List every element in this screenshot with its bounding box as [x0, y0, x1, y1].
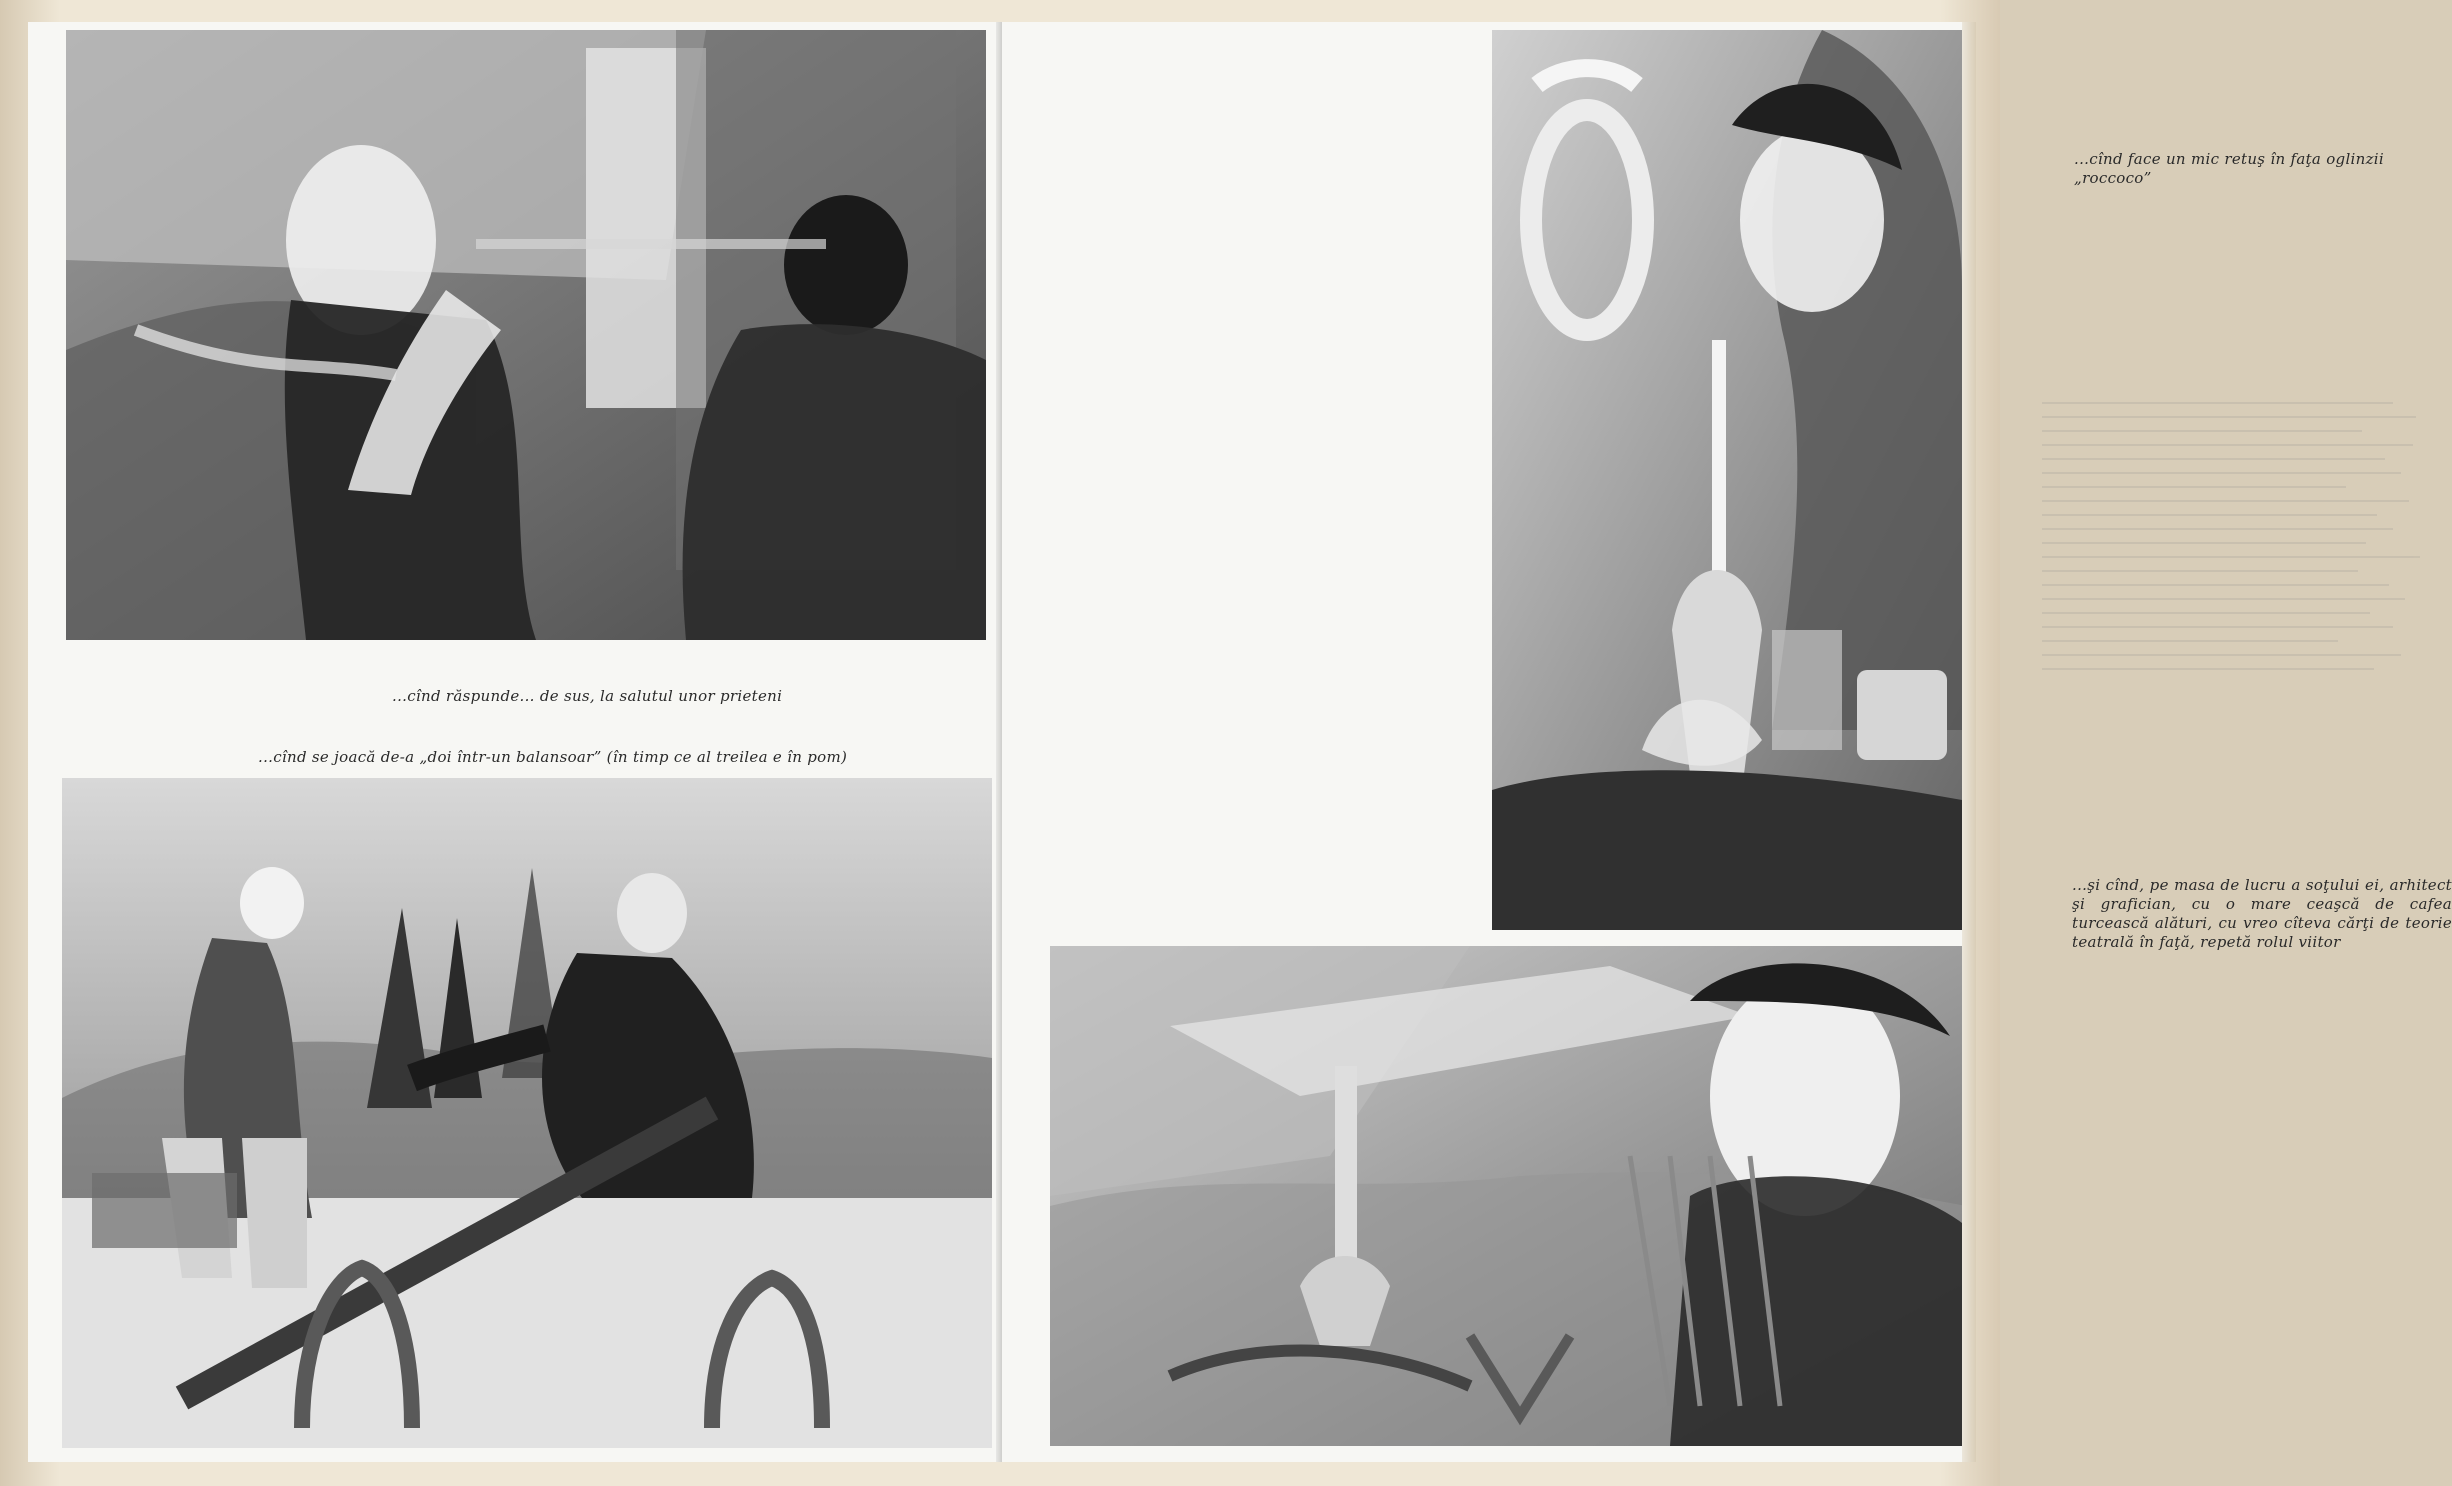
- photo-seesaw-park: [62, 778, 992, 1448]
- bleed-through-text: [2042, 402, 2432, 822]
- photo-balcony-greeting: [66, 30, 986, 640]
- caption-mirror-retouch: ...cînd face un mic retuş în faţa oglinzii „roccoco”: [2074, 150, 2384, 187]
- left-page: [28, 22, 1002, 1462]
- photo-balcony-greeting-graphic: [66, 30, 986, 640]
- right-page: [1002, 22, 2452, 1462]
- photo-mirror-retouch: [1492, 30, 1962, 930]
- caption-greeting: ...cînd răspunde... de sus, la salutul unor prieteni: [392, 687, 783, 705]
- caption-seesaw: ...cînd se joacă de-a „doi într-un balansoar” (în timp ce al treilea e în pom): [258, 748, 848, 766]
- photo-seesaw-park-graphic: [62, 778, 992, 1448]
- right-page-edge: [1962, 22, 1976, 1462]
- photo-mirror-retouch-graphic: [1492, 30, 1962, 930]
- photo-drafting-table-graphic: [1050, 946, 1966, 1446]
- caption-drafting-table: ...şi cînd, pe masa de lucru a soţului ei, arhitect şi grafician, cu o mare ceaşcă de cafea turcească alături, cu vreo cîteva cărţi de teorie teatrală în faţă, repetă rolul viitor: [2072, 876, 2452, 951]
- magazine-spread: [28, 22, 2452, 1462]
- photo-drafting-table: [1050, 946, 1966, 1446]
